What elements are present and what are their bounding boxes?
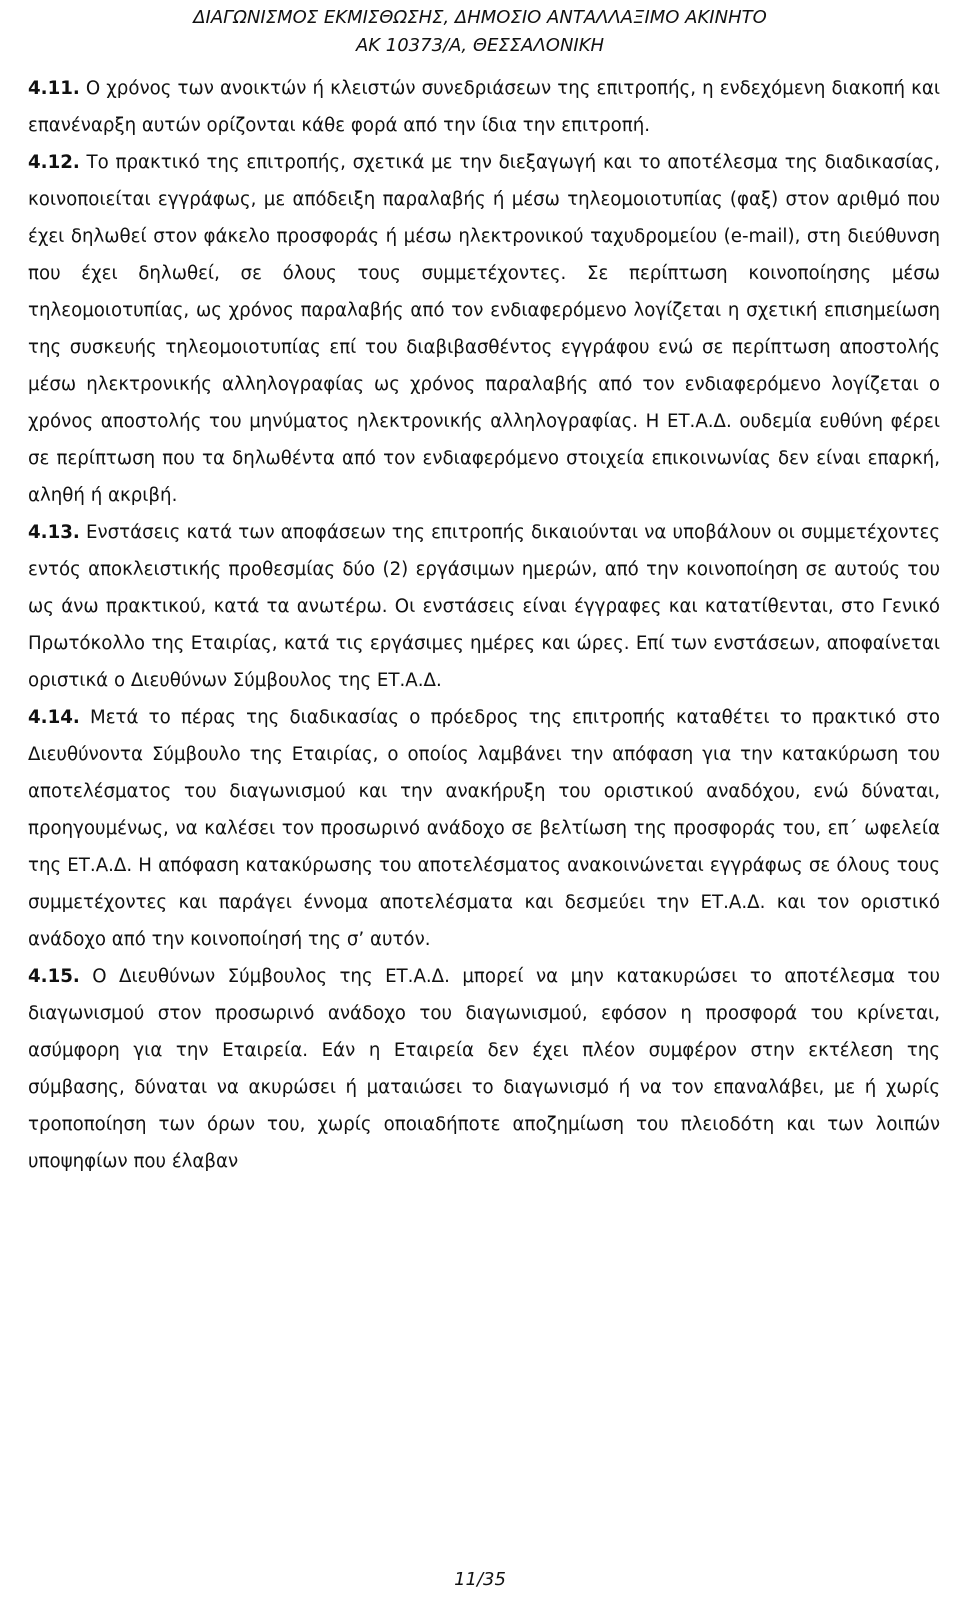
clause-4-14 [28,699,940,958]
clause-number: 4.12. [28,152,80,173]
header-title-line: ΔΙΑΓΩΝΙΣΜΟΣ ΕΚΜΙΣΘΩΣΗΣ, ΔΗΜΟΣΙΟ ΑΝΤΑΛΛΑΞΙΜΟ ΑΚΙΝΗΤΟ [193,7,767,28]
clause-text: Ενστάσεις κατά των αποφάσεων της επιτροπής δικαιούνται να υποβάλουν οι συμμετέχοντες εντός αποκλειστικής προθεσμίας δύο (2) εργάσιμων ημερών, από την κοινοποίηση σε αυτούς του ως άνω πρακτικού, κατά τα ανωτέρω. Οι ενστάσεις είναι έγγραφες και κατατίθενται, στο Γενικό Πρωτόκολλο της Εταιρίας, κατά τις εργάσιμες ημέρες και ώρες. Επί των ενστάσεων, αποφαίνεται οριστικά ο Διευθύνων Σύμβουλος της ΕΤ.Α.Δ. [28,522,940,691]
clause-4-13 [28,514,940,699]
clause-text: Μετά το πέρας της διαδικασίας ο πρόεδρος της επιτροπής καταθέτει το πρακτικό στο Διευθύνοντα Σύμβουλο της Εταιρίας, ο οποίος λαμβάνει την απόφαση για την κατακύρωση του αποτελέσματος του διαγωνισμού και την ανακήρυξη του οριστικού αναδόχου, ενώ δύναται, προηγουμένως, να καλέσει τον προσωρινό ανάδοχο σε βελτίωση της προσφοράς του, επ΄ ωφελεία της ΕΤ.Α.Δ. Η απόφαση κατακύρωσης του αποτελέσματος ανακοινώνεται εγγράφως σε όλους τους συμμετέχοντες και παράγει έννομα αποτελέσματα και δεσμεύει την ΕΤ.Α.Δ. και τον οριστικό ανάδοχο από την κοινοποίησή της σ’ αυτόν. [28,707,940,950]
clause-number: 4.15. [28,966,80,987]
page-footer [0,1568,960,1592]
clause-number: 4.11. [28,78,80,99]
page-header [0,4,960,60]
header-reference-line: ΑΚ 10373/Α, ΘΕΣΣΑΛΟΝΙΚΗ [355,35,605,56]
page-number: 11/35 [454,1569,506,1590]
clause-text: Ο Διευθύνων Σύμβουλος της ΕΤ.Α.Δ. μπορεί να μην κατακυρώσει το αποτέλεσμα του διαγωνισμού στον προσωρινό ανάδοχο του διαγωνισμού, εφόσον η προσφορά του κρίνεται, ασύμφορη για την Εταιρεία. Εάν η Εταιρεία δεν έχει πλέον συμφέρον στην εκτέλεση της σύμβασης, δύναται να ακυρώσει ή ματαιώσει το διαγωνισμό ή να τον επαναλάβει, με ή χωρίς τροποποίηση των όρων του, χωρίς οποιαδήποτε αποζημίωση του πλειοδότη και των λοιπών υποψηφίων που έλαβαν [28,966,940,1172]
clause-4-11 [28,70,940,144]
clause-text: Ο χρόνος των ανοικτών ή κλειστών συνεδριάσεων της επιτροπής, η ενδεχόμενη διακοπή και επανέναρξη αυτών ορίζονται κάθε φορά από την ίδια την επιτροπή. [28,78,940,136]
clause-text: Το πρακτικό της επιτροπής, σχετικά με την διεξαγωγή και το αποτέλεσμα της διαδικασίας, κοινοποιείται εγγράφως, με απόδειξη παραλαβής ή μέσω τηλεομοιοτυπίας (φαξ) στον αριθμό που έχει δηλωθεί στον φάκελο προσφοράς ή μέσω ηλεκτρονικού ταχυδρομείου (e-mail), στη διεύθυνση που έχει δηλωθεί, σε όλους τους συμμετέχοντες. Σε περίπτωση κοινοποίησης μέσω τηλεομοιοτυπίας, ως χρόνος παραλαβής από τον ενδιαφερόμενο λογίζεται η σχετική επισημείωση της συσκευής τηλεομοιοτυπίας επί του διαβιβασθέντος εγγράφου ενώ σε περίπτωση αποστολής μέσω ηλεκτρονικής αλληλογραφίας ως χρόνος παραλαβής από τον ενδιαφερόμενο λογίζεται ο χρόνος αποστολής του μηνύματος ηλεκτρονικής αλληλογραφίας. Η ΕΤ.Α.Δ. ουδεμία ευθύνη φέρει σε περίπτωση που τα δηλωθέντα από τον ενδιαφερόμενο στοιχεία επικοινωνίας δεν είναι επαρκή, αληθή ή ακριβή. [28,152,940,506]
clause-number: 4.14. [28,707,80,728]
document-body [28,70,940,1180]
clause-4-12 [28,144,940,514]
clause-number: 4.13. [28,522,80,543]
clause-4-15 [28,958,940,1180]
